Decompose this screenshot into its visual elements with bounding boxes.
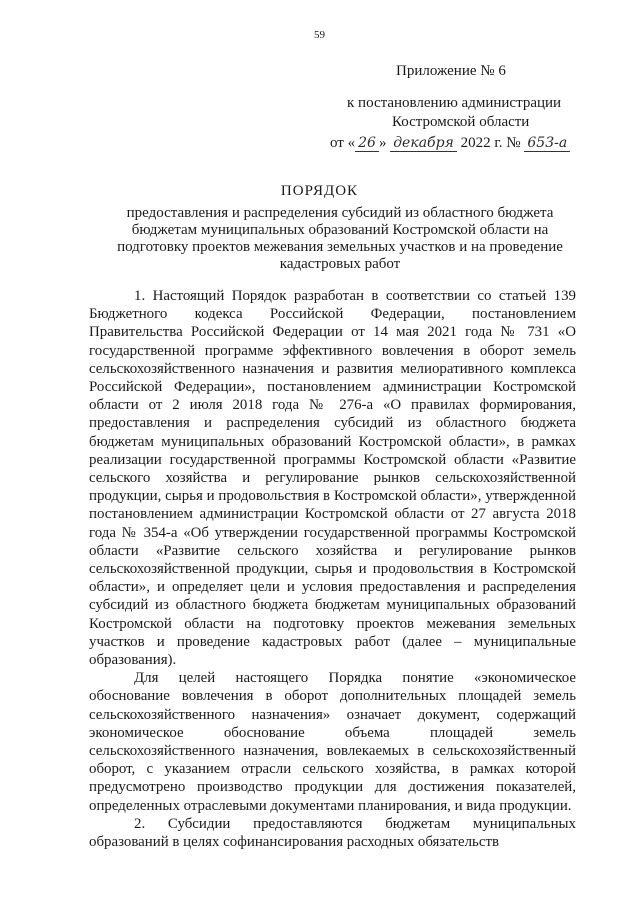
date-day-suffix: » bbox=[378, 135, 387, 151]
appendix-title: Приложение № 6 bbox=[396, 63, 506, 79]
paragraph: 1. Настоящий Порядок разработан в соответствии со статьей 139 Бюджетного кодекса Российской Федерации, постановлением Правительства Российской Федерации от 14 мая 2021 года № 731 «О государственной программе эффективного вовлечения в оборот земель сельскохозяйственного назначения и развития мелиоративного комплекса Российской Федерации», постановлением администрации Костромской области от 2 июля 2018 года № 276-а «О правилах формирования, предоставления и распределения субсидий из областного бюджета бюджетам муниципальных образований Костромской области», в рамках реализации государственной программы Костромской области «Развитие сельского хозяйства и регулирование рынков сельскохозяйственной продукции, сырья и продовольствия в Костромской области», утвержденной постановлением администрации Костромской области от 27 августа 2018 года № 354-а «Об утверждении государственной программы Костромской области «Развитие сельского хозяйства и регулирование рынков сельскохозяйственной продукции, сырья и продовольствия в Костромской области», и определяет цели и условия предоставления и распределения субсидий из областного бюджета бюджетам муниципальных образований Костромской области на подготовку проектов межевания земельных участков и проведение кадастровых работ (далее – муниципальные образования). bbox=[89, 288, 576, 669]
document-heading: ПОРЯДОК bbox=[280, 183, 359, 199]
document-subheading: предоставления и распределения субсидий из областного бюджета бюджетам муниципальных образований Костромской области на подготовку проектов межевания земельных участков и на проведение кадастровых работ bbox=[117, 205, 563, 272]
appendix-reference-line: к постановлению администрации bbox=[347, 95, 562, 111]
handwritten-day: 26 bbox=[355, 135, 379, 152]
handwritten-month: декабря bbox=[390, 135, 457, 152]
page-number: 59 bbox=[314, 29, 325, 41]
document-body bbox=[89, 287, 576, 851]
handwritten-decree-number: 653-а bbox=[524, 135, 570, 152]
paragraph: 2. Субсидии предоставляются бюджетам муниципальных образований в целях софинансирования расходных обязательств bbox=[89, 815, 576, 851]
paragraph: Для целей настоящего Порядка понятие «экономическое обоснование вовлечения в оборот дополнительных площадей земель сельскохозяйственного назначения» означает документ, содержащий экономическое обоснование объема площадей земель сельскохозяйственного назначения, вовлекаемых в сельскохозяйственный оборот, с указанием отрасли сельского хозяйства, в рамках которой предусмотрено производство продукции для достижения показателей, определенных отраслевыми документами планирования, и вида продукции. bbox=[89, 670, 576, 814]
appendix-region-line: Костромской области bbox=[392, 114, 530, 130]
date-year-number-label: 2022 г. № bbox=[460, 135, 521, 151]
date-prefix: от « bbox=[330, 135, 356, 151]
appendix-date-line bbox=[330, 135, 570, 152]
